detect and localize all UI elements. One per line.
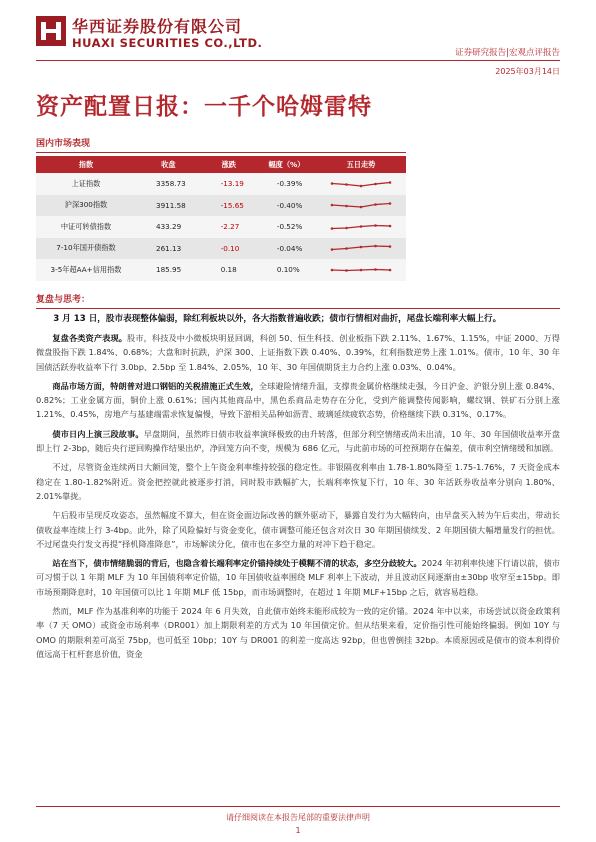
market-section-title: 国内市场表现 [36, 136, 406, 153]
sparkline-chart [329, 262, 393, 278]
legal-disclaimer: 请仔细阅读在本报告尾部的重要法律声明 [226, 813, 370, 822]
sparkline-point [389, 245, 392, 248]
change-value: -0.10 [201, 238, 257, 260]
close-value: 185.95 [136, 259, 201, 281]
sparkline-point [331, 268, 334, 271]
pct-value: -0.39% [257, 173, 316, 195]
change-value: -15.65 [201, 195, 257, 217]
body-paragraph [36, 460, 560, 503]
change-value: -13.19 [201, 173, 257, 195]
sparkline-chart [329, 176, 393, 192]
sparkline-point [374, 182, 377, 185]
sparkline-point [345, 247, 348, 250]
body-paragraph [36, 331, 560, 374]
sparkline-point [345, 269, 348, 272]
change-value: 0.18 [201, 259, 257, 281]
col-header-index: 指数 [36, 156, 136, 173]
company-name-en: HUAXI SECURITIES CO.,LTD. [72, 36, 263, 50]
table-row [36, 195, 406, 217]
market-table [36, 156, 406, 281]
paragraph-highlight: 复盘各类资产表现。 [52, 333, 128, 343]
body-paragraph [36, 556, 560, 599]
close-value: 3911.58 [136, 195, 201, 217]
paragraph-text: 早盘期间，虽然昨日债市收益率演绎极致的由升转落，但部分利空情绪或尚未出清，10 年、30 年国债收益率开盘即上行 2-3bp，随后央行逆回购操作结果出炉，净回笼方向不变，规模为 686 亿元，与此前市场的可控预期存在偏差，债市利空情绪缓和加剧。 [36, 428, 560, 454]
table-row [36, 238, 406, 260]
index-name: 沪深300指数 [36, 195, 136, 217]
header-divider [36, 60, 560, 61]
paragraph-text: 然而，MLF 作为基准利率的功能于 2024 年 6 月失效，自此债市始终未能形成较为一致的定价锚。2024 年中以来，市场尝试以资金政策利率（7 天 OMO）或资金市场利率（DR001）加上期限利差的方式为 10 年国债定价。但从结果来看，定价指引性可能始终偏弱。例如 10Y 与 OMO 的期限利差可高至 75bp，也可低至 10bp；10Y 与 DR001 的利差一度高达 92bp，但也曾倒挂 32bp。本质原因或是债市的资本利得价值远高于杠杆套息价值，资金 [36, 606, 560, 659]
sparkline-point [374, 224, 377, 227]
report-title: 资产配置日报：一千个哈姆雷特 [36, 93, 372, 120]
huaxi-logo-icon [36, 16, 66, 46]
pct-value: 0.10% [257, 259, 316, 281]
review-body [36, 312, 560, 666]
body-paragraph [36, 379, 560, 422]
sparkline-point [345, 183, 348, 186]
review-section-title: 复盘与思考： [36, 292, 560, 309]
index-name: 中证可转债指数 [36, 216, 136, 238]
close-value: 3358.73 [136, 173, 201, 195]
body-paragraph [36, 604, 560, 661]
paragraph-highlight: 债市日内上演三段故事。 [52, 428, 144, 439]
sparkline-point [360, 268, 363, 271]
col-header-close: 收盘 [136, 156, 201, 173]
five-day-trend [316, 259, 406, 281]
company-name-cn: 华西证券股份有限公司 [72, 17, 243, 36]
report-type: 证券研究报告|宏观点评报告 [455, 48, 560, 58]
paragraph-text: 午后股市呈现反攻姿态，虽然幅度不算大，但在资金面边际改善的额外驱动下，暴露自发行为大幅转向，由早盘买入转为午后卖出，带动长债收益率连续上行 3-4bp。此外，除了风险偏好与资金变化，债市调整可能还包含对次日 30 年期国债续发、2 年期国债大幅增量发行的担忧。不过尾盘央行发文再提“择机降准降息”，市场解读分化，债市也在多空力量的对冲下趋于稳定。 [36, 510, 560, 549]
sparkline-point [389, 202, 392, 205]
market-performance-section [36, 136, 406, 281]
sparkline-chart [329, 219, 393, 235]
col-header-change: 涨跌 [201, 156, 257, 173]
paragraph-highlight: 商品市场方面，特朗普对进口钢铝的关税措施正式生效， [52, 380, 259, 391]
sparkline-point [331, 182, 334, 185]
table-row [36, 259, 406, 281]
paragraph-text: 2024 年初利率快速下行请以前，债市可习惯于以 1 年期 MLF 为 10 年国债利率定价锚，10 年国债收益率围绕 MLF 利率上下波动，并且波动区间逐渐由±30bp 收窄至±15bp。即市场预期降息时，10 年国债可以比 1 年期 MLF 低 15bp，而市场调整时，在超过 1 年期 MLF+15bp 之后，就容易趋稳。 [36, 558, 560, 597]
footer-divider [36, 806, 560, 807]
sparkline-point [374, 203, 377, 206]
five-day-trend [316, 195, 406, 217]
sparkline-point [331, 227, 334, 230]
pct-value: -0.40% [257, 195, 316, 217]
table-row [36, 173, 406, 195]
sparkline-point [389, 224, 392, 227]
sparkline-point [345, 205, 348, 208]
sparkline-point [360, 206, 363, 209]
sparkline-point [389, 181, 392, 184]
pct-value: -0.04% [257, 238, 316, 260]
five-day-trend [316, 216, 406, 238]
page-number: 1 [295, 826, 301, 835]
index-name: 上证指数 [36, 173, 136, 195]
five-day-trend [316, 238, 406, 260]
close-value: 433.29 [136, 216, 201, 238]
sparkline-point [389, 268, 392, 271]
body-paragraph [36, 427, 560, 456]
sparkline-point [360, 246, 363, 249]
sparkline-point [331, 204, 334, 207]
sparkline-chart [329, 197, 393, 213]
paragraph-text: 全球避险情绪升温，支撑贵金属价格继续走强，今日沪金、沪银分别上涨 0.84%、0.82%；工业金属方面，铜价上涨 0.61%；国内其他商品中，黑色系商品走势存在分化，受到产能调整传闻影响，螺纹钢、铁矿石分别上涨 1.21%、0.45%，房地产与基建端需求恢复偏慢，导致下游相关品种如沥青、玻璃延续疲软态势，价格继续下跌 0.31%、0.17%。 [36, 380, 560, 420]
pct-value: -0.52% [257, 216, 316, 238]
sparkline-point [360, 225, 363, 228]
table-header-row [36, 156, 406, 173]
five-day-trend [316, 173, 406, 195]
table-row [36, 216, 406, 238]
paragraph-text: 不过，尽管资金连续两日大额回笼，整个上午资金利率维持较强的稳定性。非银隔夜利率由 1.78-1.80%降至 1.75-1.76%，7 天资金成本稳定在 1.80-1.82%附近。资金把控就此被逐步打消，同时股市跌幅扩大，长端利率恢复下行，10 年、30 年活跃券收益率分别向 1.80%、2.01%靠拢。 [36, 462, 560, 501]
paragraph-text: 股市，科技及中小微板块明显回调，科创 50、恒生科技、创业板指下跌 2.11%、1.67%、1.15%，中证 2000、万得微盘股指下跌 1.84%、0.68%；大盘和时抗跌，沪深 300、上证指数下跌 0.40%、0.39%，红利指数逆势上涨 1.01%。债市，10 年、30 年国债活跃券收益率下行 3.0bp、2.5bp 至 1.84%、2.05%，10 年、30 年国债期货主力合约上涨 0.03%、0.04%。 [36, 333, 560, 372]
index-name: 3-5年超AA+信用指数 [36, 259, 136, 281]
col-header-pct: 幅度（%） [257, 156, 316, 173]
paragraph-highlight: 站在当下，债市情绪脆弱的背后，也隐含着长端利率定价锚持续处于模糊不清的状态，多空分歧较大。 [52, 558, 422, 569]
col-header-trend: 五日走势 [316, 156, 406, 173]
change-value: -2.27 [201, 216, 257, 238]
index-name: 7-10年国开债指数 [36, 238, 136, 260]
sparkline-point [374, 268, 377, 271]
sparkline-point [374, 245, 377, 248]
sparkline-point [360, 184, 363, 187]
report-date: 2025年03月14日 [495, 67, 560, 76]
market-table-body [36, 173, 406, 281]
body-paragraph [36, 508, 560, 551]
sparkline-chart [329, 240, 393, 256]
sparkline-point [331, 248, 334, 251]
sparkline-point [345, 226, 348, 229]
close-value: 261.13 [136, 238, 201, 260]
lead-paragraph: 3 月 13 日，股市表现整体偏弱，除红利板块以外，各大指数普遍收跌；债市行情相对曲折，尾盘长端利率大幅上行。 [53, 314, 502, 324]
report-header [0, 0, 596, 76]
